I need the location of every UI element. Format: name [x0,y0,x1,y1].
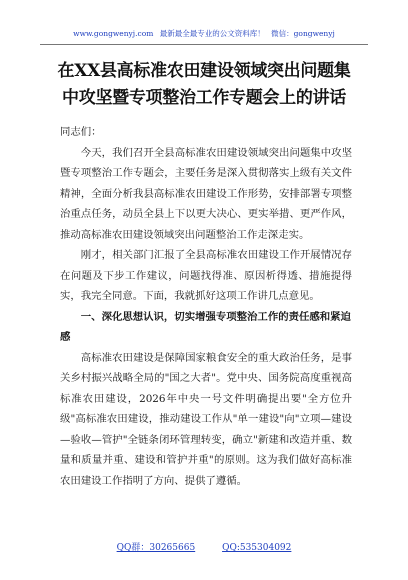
section-heading-1: 一、深化思想认识，切实增强专项整治工作的责任感和紧迫感 [60,310,351,343]
salutation: 同志们： [60,126,102,138]
paragraph-3: 高标准农田建设是保障国家粮食安全的重大政治任务，是事关乡村振兴战略全局的"国之大者"。党中央、国务院高度重视高标准农田建设，2026年中央一号文件明确提出要"全方位升级"高标准农田建设，推动建设工作从"单一建设"向"立项—建设—验收—管护"全链条闭环管理转变，确立"新建和改造并重、数量和质量并重、建设和管护并重"的原则。这为我们做好高标准农田建设工作指明了方向、提供了遵循。 [60,351,352,487]
paragraph-1: 今天，我们召开全县高标准农田建设领域突出问题集中攻坚暨专项整治工作专题会，主要任务是深入贯彻落实上级有关文件精神，全面分析我县高标准农田建设工作形势，安排部署专项整治重点任务，动员全县上下以更大决心、更实举措、更严作风，推动高标准农田建设领域突出问题整治工作走深走实。 [60,146,352,241]
header-bar [0,28,408,39]
document-title [40,58,368,112]
header-divider [40,44,368,45]
title-line-2: 中攻坚暨专项整治工作专题会上的讲话 [62,88,346,108]
header-wechat: 微信：gongwenyj [271,29,335,38]
qq-group[interactable]: QQ群：30265665 [116,543,196,553]
header-slogan: 最新最全最专业的公文资料库！ [159,29,265,38]
qq-contact[interactable]: QQ:535304092 [222,543,292,553]
document-body [60,122,352,491]
paragraph-2: 刚才，相关部门汇报了全县高标准农田建设工作开展情况存在问题及下步工作建议，问题找得准、原因析得透、措施提得实，我完全同意。下面，我就抓好这项工作讲几点意见。 [60,249,352,302]
footer [0,540,408,553]
title-line-1: 在XX县高标准农田建设领域突出问题集 [57,61,351,81]
site-link[interactable]: www.gongwenyj.com [73,29,154,38]
